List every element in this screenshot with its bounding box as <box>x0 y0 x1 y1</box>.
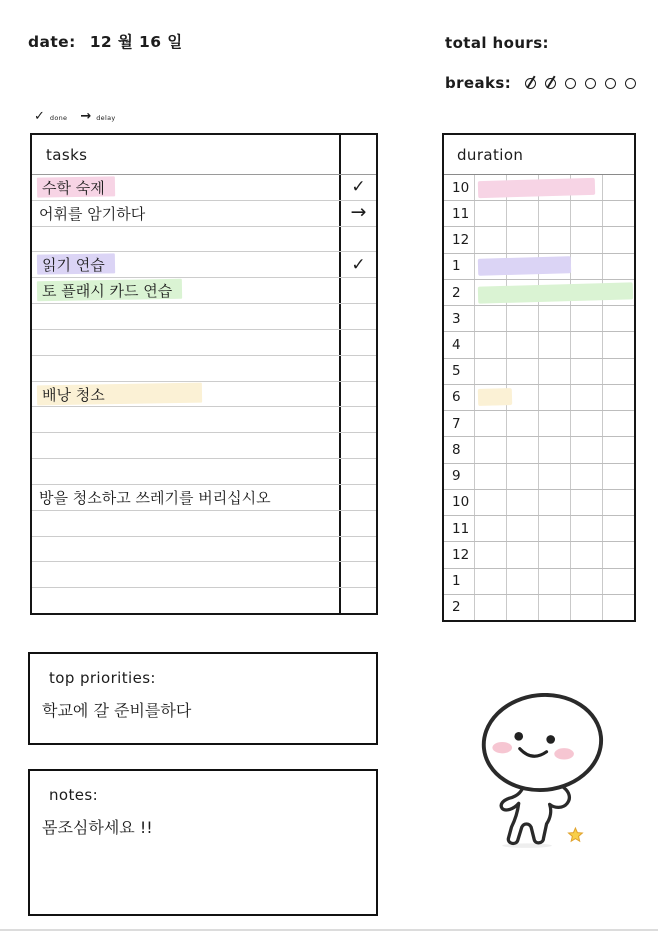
duration-cell[interactable] <box>506 411 538 436</box>
duration-cell[interactable] <box>602 542 634 567</box>
duration-cell[interactable] <box>538 595 570 620</box>
mascot-character <box>462 693 627 858</box>
duration-cell[interactable] <box>538 359 570 384</box>
duration-row <box>444 410 634 436</box>
duration-grid <box>474 332 634 357</box>
task-text-cell[interactable] <box>32 511 339 536</box>
task-status-cell[interactable] <box>339 382 376 407</box>
duration-cell[interactable] <box>538 306 570 331</box>
duration-bar <box>478 177 595 197</box>
done-check-icon: ✓ <box>351 177 366 198</box>
duration-cell[interactable] <box>602 595 634 620</box>
duration-cell[interactable] <box>602 569 634 594</box>
duration-cell[interactable] <box>474 542 506 567</box>
legend-done-check-icon: ✓ <box>34 109 45 124</box>
task-status-cell[interactable] <box>339 485 376 510</box>
task-text-cell[interactable] <box>32 304 339 329</box>
task-row[interactable] <box>32 355 376 381</box>
break-circle[interactable] <box>585 78 596 89</box>
task-text: 토 플래시 카드 연습 <box>39 280 177 301</box>
duration-grid <box>474 437 634 462</box>
duration-grid <box>474 280 634 305</box>
duration-cell[interactable] <box>506 595 538 620</box>
duration-grid <box>474 227 634 252</box>
task-text-cell[interactable] <box>32 356 339 381</box>
mascot-right-cheek <box>554 748 574 759</box>
status-legend <box>34 109 124 124</box>
breaks-label: breaks: <box>445 74 512 92</box>
duration-row <box>444 384 634 410</box>
duration-grid <box>474 595 634 620</box>
duration-row <box>444 253 634 279</box>
task-row[interactable] <box>32 226 376 252</box>
task-text-cell[interactable] <box>32 485 339 510</box>
duration-grid <box>474 542 634 567</box>
duration-cell[interactable] <box>538 464 570 489</box>
tasks-table-header <box>32 135 376 175</box>
duration-cell[interactable] <box>538 385 570 410</box>
duration-cell[interactable] <box>506 437 538 462</box>
done-check-icon: ✓ <box>351 254 366 275</box>
duration-row <box>444 594 634 620</box>
task-status-cell[interactable] <box>339 433 376 458</box>
duration-cell[interactable] <box>570 411 602 436</box>
hour-label: 2 <box>452 284 461 301</box>
duration-cell[interactable] <box>602 254 634 279</box>
task-row[interactable] <box>32 587 376 613</box>
duration-cell[interactable] <box>538 227 570 252</box>
duration-cell[interactable] <box>570 569 602 594</box>
task-row[interactable] <box>32 303 376 329</box>
duration-cell[interactable] <box>602 385 634 410</box>
hour-label: 11 <box>452 520 470 537</box>
duration-row <box>444 200 634 226</box>
hour-label: 4 <box>452 337 461 354</box>
duration-cell[interactable] <box>474 569 506 594</box>
task-status-cell[interactable] <box>339 304 376 329</box>
date-label: date: <box>28 33 76 51</box>
hour-label: 7 <box>452 415 461 432</box>
task-text-cell[interactable] <box>32 588 339 613</box>
task-status-cell[interactable] <box>339 459 376 484</box>
hour-label: 1 <box>452 258 461 275</box>
hour-label: 3 <box>452 310 461 327</box>
duration-row <box>444 175 634 200</box>
duration-cell[interactable] <box>474 516 506 541</box>
task-status-cell[interactable] <box>339 588 376 613</box>
duration-row <box>444 463 634 489</box>
duration-grid <box>474 254 634 279</box>
duration-cell[interactable] <box>474 227 506 252</box>
task-text: 읽기 연습 <box>39 254 110 275</box>
duration-row <box>444 515 634 541</box>
task-text: 수학 숙제 <box>39 177 110 198</box>
duration-cell[interactable] <box>506 359 538 384</box>
task-status-cell[interactable] <box>339 278 376 303</box>
duration-cell[interactable] <box>474 411 506 436</box>
task-text: 방을 청소하고 쓰레기를 버리십시오 <box>39 488 271 507</box>
duration-cell[interactable] <box>506 490 538 515</box>
task-row[interactable] <box>32 458 376 484</box>
duration-cell[interactable] <box>474 490 506 515</box>
breaks-line <box>445 74 636 92</box>
task-status-cell[interactable] <box>339 511 376 536</box>
legend-delay-arrow-icon: → <box>80 109 92 124</box>
break-circle[interactable] <box>625 78 636 89</box>
duration-row <box>444 358 634 384</box>
duration-cell[interactable] <box>602 490 634 515</box>
hour-label: 5 <box>452 363 461 380</box>
duration-cell[interactable] <box>570 516 602 541</box>
priorities-text: 학교에 갈 준비를하다 <box>42 701 192 720</box>
task-text-cell[interactable] <box>32 201 339 226</box>
notes-box[interactable] <box>28 769 378 916</box>
duration-cell[interactable] <box>506 332 538 357</box>
date-value: 12 월 16 일 <box>89 33 183 51</box>
task-row[interactable] <box>32 381 376 407</box>
duration-grid <box>474 201 634 226</box>
task-row[interactable] <box>32 536 376 562</box>
task-row[interactable] <box>32 484 376 510</box>
duration-row <box>444 226 634 252</box>
duration-cell[interactable] <box>570 227 602 252</box>
duration-cell[interactable] <box>506 464 538 489</box>
duration-grid <box>474 464 634 489</box>
task-text-cell[interactable] <box>32 227 339 252</box>
duration-grid <box>474 359 634 384</box>
tasks-status-column-header <box>339 135 376 174</box>
task-text: 배낭 청소 <box>39 384 110 405</box>
duration-cell[interactable] <box>570 332 602 357</box>
task-text-cell[interactable] <box>32 433 339 458</box>
delay-arrow-icon: → <box>350 200 367 223</box>
task-text-cell[interactable] <box>32 382 339 407</box>
hour-label: 12 <box>452 546 470 563</box>
duration-bar <box>478 257 571 277</box>
duration-cell[interactable] <box>570 490 602 515</box>
task-row[interactable] <box>32 277 376 303</box>
task-row[interactable] <box>32 175 376 200</box>
duration-header-label: duration <box>444 135 634 175</box>
hour-label: 10 <box>452 179 470 196</box>
duration-cell[interactable] <box>570 464 602 489</box>
duration-grid <box>474 411 634 436</box>
duration-grid <box>474 175 634 200</box>
page-bottom-edge <box>0 929 658 931</box>
tasks-header-label: tasks <box>46 145 88 164</box>
duration-table <box>442 133 636 622</box>
task-row[interactable] <box>32 406 376 432</box>
duration-cell[interactable] <box>602 227 634 252</box>
duration-cell[interactable] <box>538 516 570 541</box>
duration-row <box>444 568 634 594</box>
task-row[interactable] <box>32 200 376 226</box>
mascot-left-cheek <box>492 742 512 753</box>
duration-cell[interactable] <box>602 306 634 331</box>
duration-cell[interactable] <box>570 306 602 331</box>
task-status-cell[interactable] <box>339 330 376 355</box>
hour-label: 11 <box>452 205 470 222</box>
task-status-cell[interactable] <box>339 407 376 432</box>
duration-cell[interactable] <box>570 385 602 410</box>
duration-cell[interactable] <box>506 306 538 331</box>
duration-cell[interactable] <box>474 359 506 384</box>
star-icon <box>569 828 583 841</box>
duration-row <box>444 489 634 515</box>
mascot-right-eye <box>546 735 555 744</box>
duration-row <box>444 305 634 331</box>
task-text-cell[interactable] <box>32 537 339 562</box>
duration-cell[interactable] <box>538 437 570 462</box>
priorities-label: top priorities: <box>49 669 156 687</box>
duration-grid <box>474 306 634 331</box>
task-text-cell[interactable] <box>32 252 339 277</box>
task-row[interactable] <box>32 510 376 536</box>
task-status-cell[interactable] <box>339 227 376 252</box>
duration-row <box>444 279 634 305</box>
notes-label: notes: <box>49 786 99 804</box>
priorities-box[interactable] <box>28 652 378 745</box>
duration-cell[interactable] <box>602 175 634 200</box>
duration-cell[interactable] <box>506 569 538 594</box>
task-text-cell[interactable] <box>32 562 339 587</box>
duration-cell[interactable] <box>602 437 634 462</box>
hour-label: 2 <box>452 599 461 616</box>
duration-cell[interactable] <box>474 332 506 357</box>
task-text-cell[interactable] <box>32 330 339 355</box>
task-row[interactable] <box>32 561 376 587</box>
duration-row <box>444 331 634 357</box>
duration-cell[interactable] <box>474 464 506 489</box>
task-text-cell[interactable] <box>32 407 339 432</box>
legend-done-label: done <box>49 114 68 122</box>
duration-cell[interactable] <box>474 306 506 331</box>
task-status-cell[interactable] <box>339 537 376 562</box>
duration-cell[interactable] <box>538 542 570 567</box>
tasks-table <box>30 133 378 615</box>
duration-cell[interactable] <box>538 201 570 226</box>
breaks-tracker <box>525 78 636 89</box>
duration-cell[interactable] <box>538 490 570 515</box>
task-text-cell[interactable] <box>32 175 339 200</box>
duration-cell[interactable] <box>506 542 538 567</box>
task-status-cell[interactable] <box>339 175 376 200</box>
task-status-cell[interactable] <box>339 252 376 277</box>
break-circle[interactable] <box>605 78 616 89</box>
break-circle[interactable] <box>565 78 576 89</box>
break-circle[interactable] <box>545 78 556 89</box>
task-row[interactable] <box>32 432 376 458</box>
duration-cell[interactable] <box>506 227 538 252</box>
hour-label: 10 <box>452 494 470 511</box>
duration-cell[interactable] <box>570 359 602 384</box>
break-circle[interactable] <box>525 78 536 89</box>
duration-cell[interactable] <box>538 411 570 436</box>
hour-label: 1 <box>452 573 461 590</box>
hour-label: 9 <box>452 468 461 485</box>
duration-row <box>444 541 634 567</box>
duration-cell[interactable] <box>570 201 602 226</box>
tasks-rows <box>32 175 376 613</box>
duration-grid <box>474 516 634 541</box>
task-status-cell[interactable] <box>339 356 376 381</box>
duration-cell[interactable] <box>570 254 602 279</box>
duration-cell[interactable] <box>474 437 506 462</box>
task-text-cell[interactable] <box>32 278 339 303</box>
duration-cell[interactable] <box>538 332 570 357</box>
hour-label: 12 <box>452 232 470 249</box>
hour-label: 6 <box>452 389 461 406</box>
task-row[interactable] <box>32 251 376 277</box>
task-status-cell[interactable] <box>339 201 376 226</box>
total-hours-label: total hours: <box>445 34 549 52</box>
task-text-cell[interactable] <box>32 459 339 484</box>
task-text: 어휘를 암기하다 <box>39 204 146 223</box>
duration-cell[interactable] <box>506 516 538 541</box>
duration-cell[interactable] <box>538 569 570 594</box>
duration-bar <box>478 389 512 407</box>
task-status-cell[interactable] <box>339 562 376 587</box>
duration-grid <box>474 569 634 594</box>
duration-cell[interactable] <box>602 464 634 489</box>
duration-cell[interactable] <box>602 516 634 541</box>
duration-rows <box>444 175 634 620</box>
duration-cell[interactable] <box>474 595 506 620</box>
date-line <box>28 30 183 52</box>
duration-cell[interactable] <box>602 201 634 226</box>
mascot-left-eye <box>514 732 523 741</box>
duration-cell[interactable] <box>602 332 634 357</box>
task-row[interactable] <box>32 329 376 355</box>
duration-grid <box>474 385 634 410</box>
duration-row <box>444 436 634 462</box>
duration-grid <box>474 490 634 515</box>
duration-cell[interactable] <box>570 595 602 620</box>
duration-cell[interactable] <box>474 201 506 226</box>
hour-label: 8 <box>452 441 461 458</box>
duration-cell[interactable] <box>602 411 634 436</box>
legend-delay-label: delay <box>96 114 116 122</box>
notes-text: 몸조심하세요 !! <box>42 818 153 837</box>
duration-cell[interactable] <box>602 359 634 384</box>
duration-cell[interactable] <box>570 542 602 567</box>
duration-cell[interactable] <box>506 201 538 226</box>
duration-cell[interactable] <box>570 437 602 462</box>
